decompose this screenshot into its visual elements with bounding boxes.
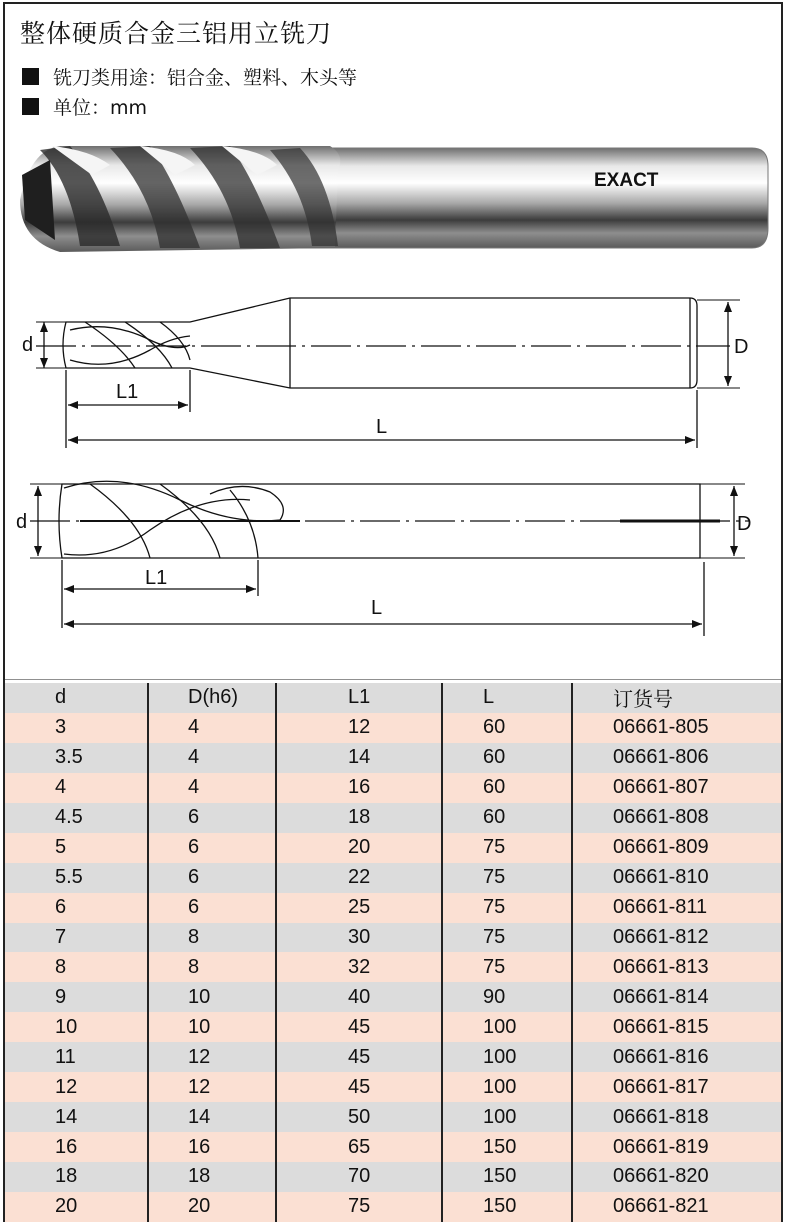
page-title: 整体硬质合金三铝用立铣刀 xyxy=(20,19,333,48)
cell-L: 150 xyxy=(443,1162,573,1192)
cell-D: 18 xyxy=(149,1162,277,1192)
table-row xyxy=(5,893,781,923)
L-label-lower: L xyxy=(371,597,383,619)
lower-drawing xyxy=(30,481,750,636)
table-row xyxy=(5,863,781,893)
cell-L: 100 xyxy=(443,1072,573,1102)
cell-D: 4 xyxy=(149,743,277,773)
cell-order-number: 06661-811 xyxy=(613,896,708,919)
cell-order-number: 06661-810 xyxy=(613,866,709,889)
cell-d: 4.5 xyxy=(5,803,149,833)
table-row xyxy=(5,1012,781,1042)
cell-L1: 30 xyxy=(277,923,443,953)
cell-L1: 75 xyxy=(277,1192,443,1222)
table-row xyxy=(5,773,781,803)
cell-L1: 14 xyxy=(277,743,443,773)
cell-order-number: 06661-812 xyxy=(613,925,709,948)
cell-L: 75 xyxy=(443,863,573,893)
cell-L1: 25 xyxy=(277,893,443,923)
cell-order-number: 06661-807 xyxy=(613,776,709,799)
cell-L: 75 xyxy=(443,952,573,982)
cell-d: 8 xyxy=(5,952,149,982)
header-L: L xyxy=(443,683,573,713)
header-L1: L1 xyxy=(277,683,443,713)
cell-D: 16 xyxy=(149,1132,277,1162)
table-header xyxy=(5,683,781,713)
cell-L: 60 xyxy=(443,773,573,803)
table-row xyxy=(5,833,781,863)
cell-d: 16 xyxy=(5,1132,149,1162)
cell-D: 4 xyxy=(149,773,277,803)
cell-D: 10 xyxy=(149,1012,277,1042)
cell-order-number: 06661-821 xyxy=(613,1195,709,1218)
table-row xyxy=(5,1042,781,1072)
cell-L1: 45 xyxy=(277,1012,443,1042)
cell-L: 100 xyxy=(443,1102,573,1132)
table-row xyxy=(5,1072,781,1102)
cell-order-number: 06661-820 xyxy=(613,1165,709,1188)
table-row xyxy=(5,713,781,743)
cell-d: 10 xyxy=(5,1012,149,1042)
header-d: d xyxy=(5,683,149,713)
table-row xyxy=(5,923,781,953)
table-row xyxy=(5,1192,781,1222)
brand-label: EXACT xyxy=(594,170,659,191)
cell-D: 6 xyxy=(149,893,277,923)
cell-d: 6 xyxy=(5,893,149,923)
end-mill-photo xyxy=(20,146,768,252)
cell-L1: 12 xyxy=(277,713,443,743)
cell-L: 100 xyxy=(443,1042,573,1072)
cell-L1: 45 xyxy=(277,1042,443,1072)
cell-L1: 70 xyxy=(277,1162,443,1192)
table-row xyxy=(5,803,781,833)
cell-D: 12 xyxy=(149,1042,277,1072)
cell-L1: 22 xyxy=(277,863,443,893)
cell-d: 5.5 xyxy=(5,863,149,893)
usage-text: 铣刀类用途：铝合金、塑料、木头等 xyxy=(53,67,358,89)
cell-L: 60 xyxy=(443,713,573,743)
cell-L1: 20 xyxy=(277,833,443,863)
cell-L1: 18 xyxy=(277,803,443,833)
L1-label-upper: L1 xyxy=(116,381,139,403)
cell-d: 3.5 xyxy=(5,743,149,773)
cell-D: 12 xyxy=(149,1072,277,1102)
table-row xyxy=(5,1102,781,1132)
cell-D: 6 xyxy=(149,863,277,893)
cell-d: 4 xyxy=(5,773,149,803)
cell-order-number: 06661-814 xyxy=(613,985,709,1008)
cell-d: 7 xyxy=(5,923,149,953)
cell-order-number: 06661-816 xyxy=(613,1045,709,1068)
D-label-lower: D xyxy=(737,513,752,535)
cell-order-number: 06661-817 xyxy=(613,1075,709,1098)
cell-L1: 16 xyxy=(277,773,443,803)
cell-order-number: 06661-808 xyxy=(613,806,709,829)
cell-L1: 32 xyxy=(277,952,443,982)
cell-d: 12 xyxy=(5,1072,149,1102)
cell-D: 8 xyxy=(149,952,277,982)
cell-order-number: 06661-806 xyxy=(613,746,709,769)
cell-L1: 40 xyxy=(277,982,443,1012)
table-row xyxy=(5,1132,781,1162)
cell-L: 75 xyxy=(443,923,573,953)
cell-L: 150 xyxy=(443,1132,573,1162)
cell-L1: 65 xyxy=(277,1132,443,1162)
table-row xyxy=(5,952,781,982)
cell-d: 14 xyxy=(5,1102,149,1132)
cell-L: 75 xyxy=(443,833,573,863)
table-row xyxy=(5,1162,781,1192)
cell-order-number: 06661-813 xyxy=(613,955,709,978)
cell-D: 10 xyxy=(149,982,277,1012)
upper-drawing xyxy=(36,298,740,448)
cell-D: 4 xyxy=(149,713,277,743)
cell-L: 75 xyxy=(443,893,573,923)
table-row xyxy=(5,982,781,1012)
cell-D: 8 xyxy=(149,923,277,953)
cell-L1: 45 xyxy=(277,1072,443,1102)
cell-d: 3 xyxy=(5,713,149,743)
table-row xyxy=(5,743,781,773)
L1-label-lower: L1 xyxy=(145,567,168,589)
table-body xyxy=(5,713,781,1222)
cell-D: 14 xyxy=(149,1102,277,1132)
cell-L: 90 xyxy=(443,982,573,1012)
cell-d: 9 xyxy=(5,982,149,1012)
d-label-upper: d xyxy=(22,334,34,356)
cell-d: 18 xyxy=(5,1162,149,1192)
cell-L: 60 xyxy=(443,743,573,773)
cell-d: 5 xyxy=(5,833,149,863)
d-label-lower: d xyxy=(16,511,28,533)
L-label-upper: L xyxy=(376,416,388,438)
header-D: D(h6) xyxy=(149,683,277,713)
cell-L: 60 xyxy=(443,803,573,833)
cell-d: 20 xyxy=(5,1192,149,1222)
spec-table xyxy=(5,683,781,1222)
cell-L: 150 xyxy=(443,1192,573,1222)
cell-L: 100 xyxy=(443,1012,573,1042)
cell-D: 6 xyxy=(149,833,277,863)
cell-D: 20 xyxy=(149,1192,277,1222)
unit-text: 单位：mm xyxy=(53,97,148,119)
cell-order-number: 06661-805 xyxy=(613,716,709,739)
D-label-upper: D xyxy=(734,336,749,358)
cell-D: 6 xyxy=(149,803,277,833)
header-order-number: 订货号 xyxy=(613,689,673,712)
cell-d: 11 xyxy=(5,1042,149,1072)
cell-L1: 50 xyxy=(277,1102,443,1132)
cell-order-number: 06661-809 xyxy=(613,836,709,859)
cell-order-number: 06661-818 xyxy=(613,1105,709,1128)
cell-order-number: 06661-815 xyxy=(613,1015,709,1038)
cell-order-number: 06661-819 xyxy=(613,1135,709,1158)
